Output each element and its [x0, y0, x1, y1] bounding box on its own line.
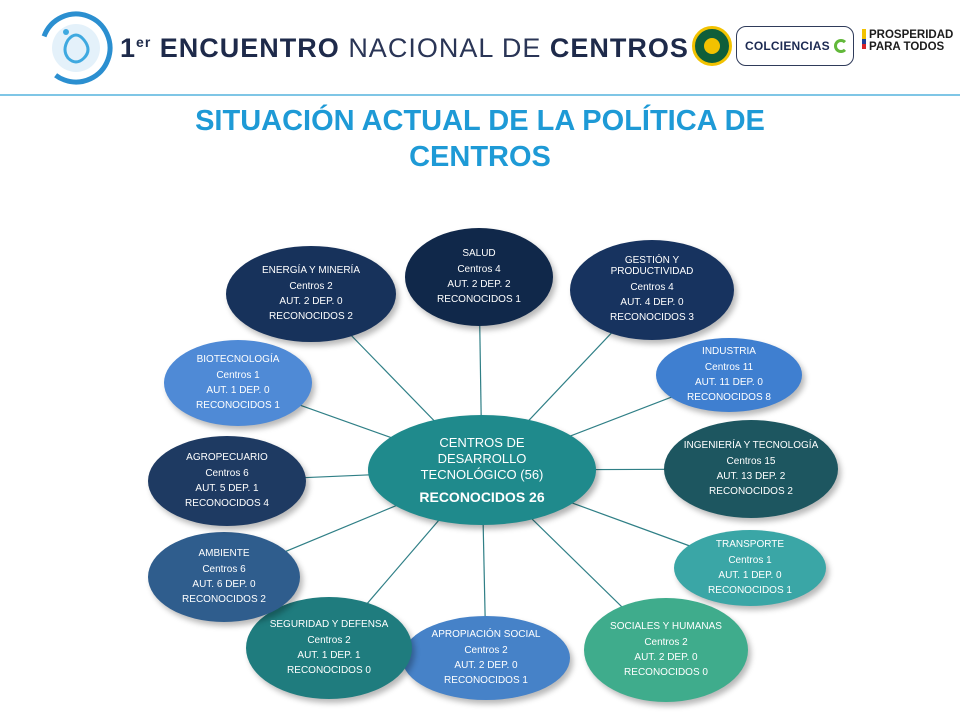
center-title: CENTROS DE DESARROLLO TECNOLÓGICO (56) [420, 435, 544, 482]
node-gestion-productividad: GESTIÓN Y PRODUCTIVIDAD Centros 4 AUT. 4 DEP. 0 RECONOCIDOS 3 [570, 240, 734, 340]
node-ambiente: AMBIENTE Centros 6 AUT. 6 DEP. 0 RECONOCIDOS 2 [148, 532, 300, 622]
node-sociales-humanas: SOCIALES Y HUMANAS Centros 2 AUT. 2 DEP. 0 RECONOCIDOS 0 [584, 598, 748, 702]
node-apropiacion-social: APROPIACIÓN SOCIAL Centros 2 AUT. 2 DEP. 0 RECONOCIDOS 1 [402, 616, 570, 700]
node-energia-mineria: ENERGÍA Y MINERÍA Centros 2 AUT. 2 DEP. 0 RECONOCIDOS 2 [226, 246, 396, 342]
node-transporte: TRANSPORTE Centros 1 AUT. 1 DEP. 0 RECONOCIDOS 1 [674, 530, 826, 606]
node-seguridad-defensa: SEGURIDAD Y DEFENSA Centros 2 AUT. 1 DEP. 1 RECONOCIDOS 0 [246, 597, 412, 699]
node-salud: SALUD Centros 4 AUT. 2 DEP. 2 RECONOCIDOS 1 [405, 228, 553, 326]
event-title: 1er ENCUENTRO NACIONAL DE CENTROS [120, 33, 689, 63]
colciencias-logo: COLCIENCIAS [736, 26, 854, 66]
node-agropecuario: AGROPECUARIO Centros 6 AUT. 5 DEP. 1 RECONOCIDOS 4 [148, 436, 306, 526]
node-industria: INDUSTRIA Centros 11 AUT. 11 DEP. 0 RECONOCIDOS 8 [656, 338, 802, 412]
slide-title-line-1: SITUACIÓN ACTUAL DE LA POLÍTICA DE [195, 105, 765, 137]
slide-title-line-2: CENTROS [409, 141, 551, 173]
node-biotecnologia: BIOTECNOLOGÍA Centros 1 AUT. 1 DEP. 0 RECONOCIDOS 1 [164, 340, 312, 426]
center-recognized: RECONOCIDOS 26 [419, 489, 545, 505]
node-ingenieria-tecnologia: INGENIERÍA Y TECNOLOGÍA Centros 15 AUT. 13 DEP. 2 RECONOCIDOS 2 [664, 420, 838, 518]
center-node [368, 415, 596, 525]
prosperidad-logo: PROSPERIDAD PARA TODOS [862, 29, 954, 53]
